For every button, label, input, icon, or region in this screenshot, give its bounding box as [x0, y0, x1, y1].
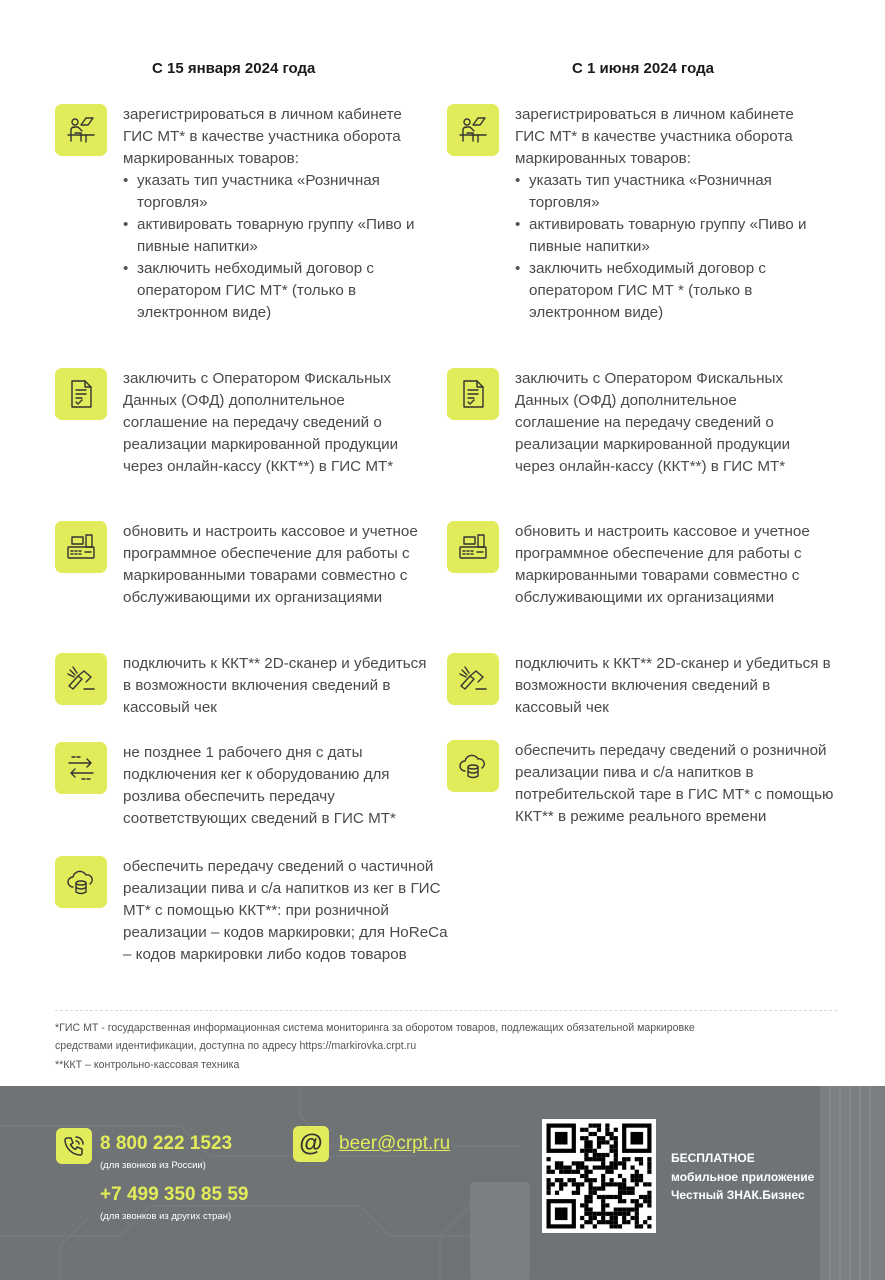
at-sign-icon: @: [293, 1126, 329, 1162]
app-free-label: БЕСПЛАТНОЕ: [671, 1151, 755, 1165]
app-description: мобильное приложение: [671, 1170, 815, 1184]
cloud-database-icon: [55, 856, 107, 908]
divider: [55, 1010, 837, 1011]
step-text: заключить с Оператором Фискальных Данных (ОФД) дополнительное соглашение на передачу сведений о реализации маркированной продукции через онлайн-кассу (ККТ**) в ГИС МТ*: [123, 370, 399, 475]
step-bullets: [123, 170, 433, 324]
phone-international-note: (для звонков из других стран): [100, 1211, 232, 1222]
step-text: зарегистрироваться в личном кабинете ГИС МТ* в качестве участника оборота маркированных товаров:: [515, 106, 794, 167]
step-keg-left: [55, 742, 455, 830]
document-check-icon: [55, 368, 107, 420]
step-partial-sale-left: [55, 856, 455, 966]
bullet-item: • заключить небходимый договор с оператором ГИС МТ * (только в электронном виде): [515, 258, 825, 324]
barcode-scanner-icon: [55, 653, 107, 705]
step-text: подключить к ККТ** 2D-сканер и убедиться в возможности включения сведений в кассовый чек: [123, 655, 427, 716]
phone-international[interactable]: +7 499 350 85 59: [100, 1184, 249, 1205]
step-scanner-right: [447, 653, 847, 719]
bullet-item: • указать тип участника «Розничная торговля»: [123, 170, 433, 214]
step-scanner-left: [55, 653, 455, 719]
footnote-kkt: **ККТ – контрольно-кассовая техника: [55, 1059, 240, 1071]
bullet-item: • активировать товарную группу «Пиво и пивные напитки»: [515, 214, 825, 258]
barcode-scanner-icon: [447, 653, 499, 705]
step-text: обеспечить передачу сведений о розничной реализации пива и с/а напитков в потребительской таре в ГИС МТ* с помощью ККТ** в режиме реального времени: [515, 742, 834, 825]
app-name: Честный ЗНАК.Бизнес: [671, 1188, 805, 1202]
data-exchange-icon: [55, 742, 107, 794]
email-link[interactable]: beer@crpt.ru: [339, 1133, 451, 1154]
step-text: не позднее 1 рабочего дня с даты подключения кег к оборудованию для розлива обеспечить передачу соответствующих сведений в ГИС МТ*: [123, 744, 396, 827]
step-text: подключить к ККТ** 2D-сканер и убедиться в возможности включения сведений в кассовый чек: [515, 655, 831, 716]
person-at-computer-icon: [55, 104, 107, 156]
step-ofd-left: [55, 368, 455, 478]
step-register-left: [55, 104, 455, 324]
step-text: зарегистрироваться в личном кабинете ГИС МТ* в качестве участника оборота маркированных товаров:: [123, 106, 402, 167]
step-realtime-right: [447, 740, 847, 828]
phone-russia-note: (для звонков из России): [100, 1160, 206, 1171]
step-ofd-right: [447, 368, 847, 478]
footnote-gis-line2: средствами идентификации, доступна по адресу https://markirovka.crpt.ru: [55, 1040, 417, 1052]
person-at-computer-icon: [447, 104, 499, 156]
step-text: обновить и настроить кассовое и учетное программное обеспечение для работы с маркированными товарами совместно с обслуживающими их организациями: [123, 523, 418, 606]
cash-register-icon: [55, 521, 107, 573]
step-text: обновить и настроить кассовое и учетное программное обеспечение для работы с маркированными товарами совместно с обслуживающими их организациями: [515, 523, 810, 606]
document-check-icon: [447, 368, 499, 420]
cloud-database-icon: [447, 740, 499, 792]
footnote-gis-line1: *ГИС МТ - государственная информационная система мониторинга за оборотом товаров, подлежащих обязательной маркировке: [55, 1022, 695, 1034]
step-text: заключить с Оператором Фискальных Данных (ОФД) дополнительное соглашение на передачу сведений о реализации маркированной продукции через онлайн-кассу (ККТ**) в ГИС МТ*: [515, 370, 791, 475]
step-text: обеспечить передачу сведений о частичной реализации пива и с/а напитков из кег в ГИС МТ* с помощью ККТ**: при розничной реализации – кодов маркировки; для HoReCa – кодов маркировки либо кодов товаров: [123, 858, 448, 963]
phone-russia[interactable]: 8 800 222 1523: [100, 1133, 233, 1154]
bullet-item: • активировать товарную группу «Пиво и пивные напитки»: [123, 214, 433, 258]
bullet-item: • заключить небходимый договор с оператором ГИС МТ* (только в электронном виде): [123, 258, 433, 324]
step-register-right: [447, 104, 847, 324]
cash-register-icon: [447, 521, 499, 573]
step-software-left: [55, 521, 455, 609]
step-bullets: [515, 170, 825, 324]
qr-code-icon[interactable]: [542, 1119, 656, 1233]
step-software-right: [447, 521, 847, 609]
bullet-item: • указать тип участника «Розничная торговля»: [515, 170, 825, 214]
column-title-right: С 1 июня 2024 года: [572, 60, 714, 77]
phone-icon: [56, 1128, 92, 1164]
column-title-left: С 15 января 2024 года: [152, 60, 316, 77]
